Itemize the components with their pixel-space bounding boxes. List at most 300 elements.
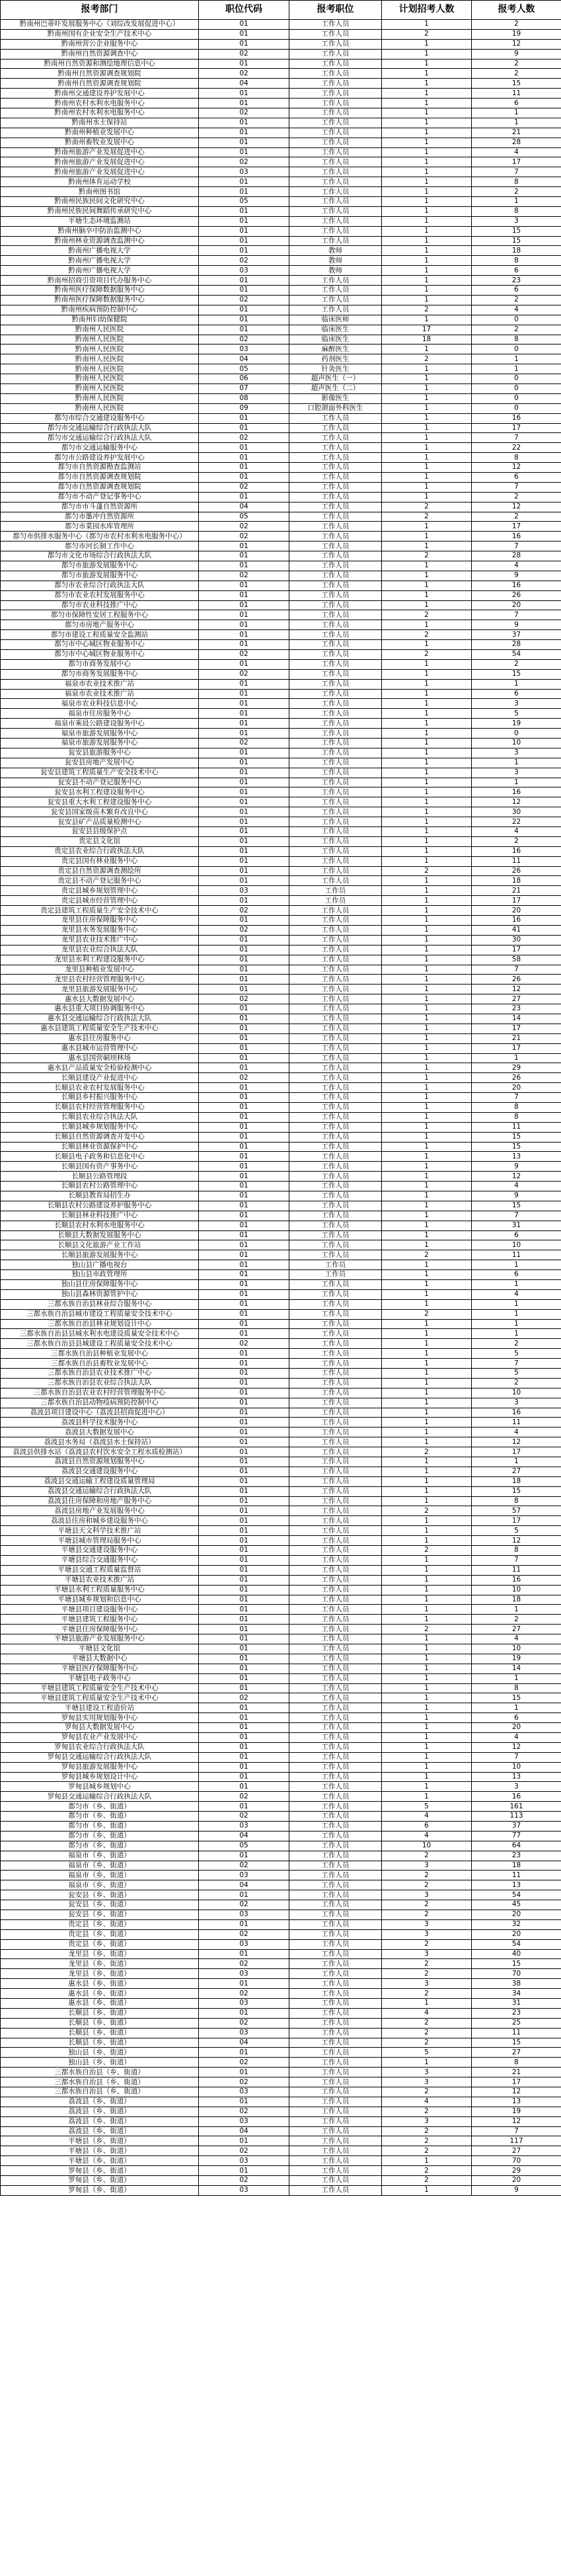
department-cell: 福泉市农业技术推广站 — [1, 679, 199, 689]
department-cell: 都匀市农业农村发展服务中心 — [1, 590, 199, 600]
position-cell: 工作人员 — [289, 1457, 382, 1467]
table-row — [1, 1191, 561, 1201]
position-cell: 工作人员 — [289, 1280, 382, 1290]
position-code-cell: 05 — [199, 1841, 289, 1851]
planned-count-cell: 1 — [382, 315, 472, 325]
planned-count-cell: 1 — [382, 758, 472, 768]
position-cell: 工作人员 — [289, 650, 382, 660]
position-cell: 工作人员 — [289, 1989, 382, 1999]
position-cell: 工作人员 — [289, 1053, 382, 1063]
department-cell: 长顺县（乡、街道） — [1, 2028, 199, 2038]
planned-count-cell: 1 — [382, 689, 472, 699]
table-row — [1, 994, 561, 1004]
table-row — [1, 2107, 561, 2116]
applicant-count-cell: 1 — [472, 197, 561, 207]
planned-count-cell: 1 — [382, 1634, 472, 1644]
table-row — [1, 1083, 561, 1093]
planned-count-cell: 1 — [382, 1359, 472, 1369]
department-cell: 平塘县文化馆 — [1, 1644, 199, 1654]
department-cell: 长顺县公路管理段 — [1, 1172, 199, 1182]
table-row — [1, 1723, 561, 1733]
position-cell: 工作人员 — [289, 1742, 382, 1752]
department-cell: 惠水县建筑工程质量安全生产技术中心 — [1, 1024, 199, 1033]
department-cell: 瓮安县县级保护点 — [1, 827, 199, 837]
position-code-cell: 01 — [199, 1329, 289, 1339]
table-row — [1, 551, 561, 561]
applicant-count-cell: 7 — [472, 2126, 561, 2136]
department-cell: 瓮安县建筑工程质量生产安全技术中心 — [1, 768, 199, 778]
position-cell: 工作人员 — [289, 1211, 382, 1221]
position-code-cell: 01 — [199, 1132, 289, 1142]
department-cell: 都匀市市斗蓬自然资源所 — [1, 502, 199, 512]
planned-count-cell: 1 — [382, 1280, 472, 1290]
planned-count-cell: 1 — [382, 1063, 472, 1073]
position-cell: 工作人员 — [289, 807, 382, 817]
department-cell: 龙里县旅游发展服务中心 — [1, 985, 199, 994]
planned-count-cell: 2 — [382, 1939, 472, 1949]
planned-count-cell: 2 — [382, 1959, 472, 1969]
planned-count-cell: 1 — [382, 89, 472, 99]
applicant-count-cell: 2 — [472, 492, 561, 502]
position-code-cell: 01 — [199, 1703, 289, 1713]
department-cell: 龙里县（乡、街道） — [1, 1949, 199, 1959]
department-cell: 贵定县（乡、街道） — [1, 1939, 199, 1949]
department-cell: 都匀市商务发展中心 — [1, 659, 199, 669]
applicant-count-cell: 28 — [472, 138, 561, 147]
table-row — [1, 2136, 561, 2146]
applicant-count-cell: 5 — [472, 709, 561, 719]
table-row — [1, 1309, 561, 1319]
position-cell: 工作人员 — [289, 669, 382, 679]
applicant-count-cell: 2 — [472, 325, 561, 335]
applicant-count-cell: 16 — [472, 846, 561, 856]
table-row — [1, 423, 561, 433]
department-cell: 平塘县天文科学技术推广站 — [1, 1526, 199, 1536]
position-cell: 工作人员 — [289, 1673, 382, 1683]
position-code-cell: 01 — [199, 719, 289, 729]
table-row — [1, 315, 561, 325]
applicant-count-cell: 1 — [472, 778, 561, 787]
applicant-count-cell: 11 — [472, 2028, 561, 2038]
planned-count-cell: 1 — [382, 374, 472, 384]
table-row — [1, 187, 561, 197]
applicant-count-cell: 113 — [472, 1812, 561, 1822]
applicant-count-cell: 9 — [472, 1191, 561, 1201]
planned-count-cell: 2 — [382, 2028, 472, 2038]
position-cell: 工作人员 — [289, 2146, 382, 2156]
position-cell: 工作人员 — [289, 561, 382, 571]
table-row — [1, 1959, 561, 1969]
position-code-cell: 03 — [199, 1939, 289, 1949]
table-row — [1, 1919, 561, 1929]
position-code-cell: 01 — [199, 1014, 289, 1024]
department-cell: 黔南州广播电视大学 — [1, 246, 199, 256]
department-cell: 独山县（乡、街道） — [1, 2048, 199, 2058]
planned-count-cell: 1 — [382, 1585, 472, 1595]
applicant-count-cell: 3 — [472, 748, 561, 758]
table-row — [1, 1093, 561, 1103]
position-code-cell: 01 — [199, 1526, 289, 1536]
department-cell: 福泉市（乡、街道） — [1, 1871, 199, 1880]
position-code-cell: 01 — [199, 551, 289, 561]
applicant-count-cell: 7 — [472, 482, 561, 492]
applicant-count-cell: 38 — [472, 1979, 561, 1989]
department-cell: 罗甸县农业产业发展中心 — [1, 1732, 199, 1742]
position-code-cell: 01 — [199, 610, 289, 620]
applicant-count-cell: 1 — [472, 1605, 561, 1615]
position-code-cell: 01 — [199, 118, 289, 128]
position-cell: 工作人员 — [289, 99, 382, 108]
table-row — [1, 1802, 561, 1812]
applicant-count-cell: 18 — [472, 1595, 561, 1605]
department-cell: 黔南州种植业发展中心 — [1, 128, 199, 138]
applicant-count-cell: 10 — [472, 739, 561, 748]
department-cell: 瓮安县水利工程建设服务中心 — [1, 787, 199, 797]
planned-count-cell: 1 — [382, 1004, 472, 1014]
planned-count-cell: 1 — [382, 1772, 472, 1782]
planned-count-cell: 2 — [382, 29, 472, 39]
table-row — [1, 1782, 561, 1792]
applicant-count-cell: 117 — [472, 2136, 561, 2146]
department-cell: 黔南州林业资源调查监测中心 — [1, 236, 199, 246]
table-row — [1, 147, 561, 157]
position-code-cell: 01 — [199, 226, 289, 236]
table-row — [1, 1142, 561, 1152]
position-cell: 工作人员 — [289, 581, 382, 590]
position-cell: 工作人员 — [289, 1929, 382, 1939]
applicant-count-cell: 27 — [472, 2146, 561, 2156]
planned-count-cell: 1 — [382, 1418, 472, 1428]
table-row — [1, 69, 561, 79]
applicant-count-cell: 15 — [472, 236, 561, 246]
position-cell: 工作人员 — [289, 916, 382, 926]
position-cell: 影像医生 — [289, 393, 382, 403]
planned-count-cell: 1 — [382, 1112, 472, 1122]
applicant-count-cell: 37 — [472, 630, 561, 640]
planned-count-cell: 1 — [382, 167, 472, 177]
applicant-count-cell: 10 — [472, 1240, 561, 1250]
table-row — [1, 1172, 561, 1182]
table-row — [1, 1821, 561, 1831]
applicant-count-cell: 54 — [472, 1890, 561, 1900]
table-row — [1, 128, 561, 138]
planned-count-cell: 2 — [382, 2038, 472, 2048]
planned-count-cell: 4 — [382, 2008, 472, 2018]
table-row — [1, 1989, 561, 1999]
department-cell: 黔南州农村水利水电服务中心 — [1, 108, 199, 118]
position-cell: 工作人员 — [289, 2156, 382, 2166]
table-row — [1, 502, 561, 512]
planned-count-cell: 1 — [382, 1703, 472, 1713]
position-code-cell: 01 — [199, 1713, 289, 1723]
position-code-cell: 04 — [199, 502, 289, 512]
department-cell: 瓮安县不动产登记服务中心 — [1, 778, 199, 787]
planned-count-cell: 1 — [382, 1486, 472, 1496]
position-cell: 工作人员 — [289, 463, 382, 473]
department-cell: 独山县森林资源管护中心 — [1, 1289, 199, 1299]
planned-count-cell: 2 — [382, 610, 472, 620]
table-row — [1, 610, 561, 620]
position-code-cell: 01 — [199, 965, 289, 975]
table-row — [1, 1457, 561, 1467]
position-cell: 工作人员 — [289, 797, 382, 807]
position-code-cell: 01 — [199, 1575, 289, 1585]
department-cell: 黔南州营公企业服务中心 — [1, 39, 199, 49]
planned-count-cell: 1 — [382, 295, 472, 305]
department-cell: 都匀市旅游发展服务中心 — [1, 561, 199, 571]
applicant-count-cell: 1 — [472, 1053, 561, 1063]
planned-count-cell: 1 — [382, 886, 472, 896]
position-code-cell: 02 — [199, 433, 289, 443]
planned-count-cell: 1 — [382, 79, 472, 89]
planned-count-cell: 2 — [382, 1871, 472, 1880]
table-row — [1, 1132, 561, 1142]
planned-count-cell: 1 — [382, 581, 472, 590]
applicant-count-cell: 16 — [472, 581, 561, 590]
position-cell: 工作人员 — [289, 2008, 382, 2018]
applicant-count-cell: 16 — [472, 1575, 561, 1585]
department-cell: 瓮安县（乡、街道） — [1, 1900, 199, 1910]
planned-count-cell: 1 — [382, 1299, 472, 1309]
planned-count-cell: 5 — [382, 1802, 472, 1812]
planned-count-cell: 2 — [382, 1447, 472, 1457]
applicant-count-cell: 2 — [472, 69, 561, 79]
applicant-count-cell: 15 — [472, 2038, 561, 2048]
applicant-count-cell: 10 — [472, 1585, 561, 1595]
table-row — [1, 482, 561, 492]
department-cell: 福泉市农业技术推广站 — [1, 689, 199, 699]
department-cell: 福泉市（乡、街道） — [1, 1851, 199, 1861]
position-code-cell: 02 — [199, 669, 289, 679]
position-cell: 工作人员 — [289, 1024, 382, 1033]
position-code-cell: 01 — [199, 846, 289, 856]
planned-count-cell: 1 — [382, 157, 472, 167]
position-code-cell: 02 — [199, 994, 289, 1004]
position-code-cell: 01 — [199, 699, 289, 709]
planned-count-cell: 1 — [382, 1516, 472, 1526]
applicant-count-cell: 17 — [472, 945, 561, 955]
position-cell: 工作人员 — [289, 945, 382, 955]
position-code-cell: 01 — [199, 768, 289, 778]
planned-count-cell: 1 — [382, 1732, 472, 1742]
applicant-count-cell: 12 — [472, 1536, 561, 1546]
position-code-cell: 01 — [199, 39, 289, 49]
table-row — [1, 1476, 561, 1486]
table-row — [1, 1713, 561, 1723]
department-cell: 贵定县自然资源调查测绘所 — [1, 866, 199, 876]
position-code-cell: 03 — [199, 2028, 289, 2038]
position-cell: 教师 — [289, 256, 382, 266]
table-row — [1, 1585, 561, 1595]
table-row — [1, 1664, 561, 1673]
department-cell: 黔南州自然资源调查规划院 — [1, 79, 199, 89]
applicant-count-cell: 2 — [472, 1378, 561, 1388]
planned-count-cell: 1 — [382, 20, 472, 30]
applicant-count-cell: 4 — [472, 561, 561, 571]
applicant-count-cell: 1 — [472, 1703, 561, 1713]
position-cell: 工作人员 — [289, 1496, 382, 1506]
position-cell: 工作人员 — [289, 2028, 382, 2038]
department-cell: 荔波县（乡、街道） — [1, 2097, 199, 2107]
position-code-cell: 01 — [199, 1024, 289, 1033]
position-code-cell: 03 — [199, 2156, 289, 2166]
planned-count-cell: 1 — [382, 542, 472, 551]
department-cell: 贵定县（乡、街道） — [1, 1919, 199, 1929]
planned-count-cell: 2 — [382, 2136, 472, 2146]
position-cell: 麻醉医生 — [289, 344, 382, 354]
position-cell: 工作人员 — [289, 1063, 382, 1073]
position-cell: 工作人员 — [289, 846, 382, 856]
table-row — [1, 1861, 561, 1871]
applicant-count-cell: 9 — [472, 1162, 561, 1172]
department-cell: 贵定县不动产登记服务中心 — [1, 876, 199, 886]
table-row — [1, 758, 561, 768]
planned-count-cell: 10 — [382, 1841, 472, 1851]
position-code-cell: 01 — [199, 1309, 289, 1319]
planned-count-cell: 1 — [382, 69, 472, 79]
applicant-count-cell: 26 — [472, 1073, 561, 1083]
planned-count-cell: 1 — [382, 620, 472, 630]
position-cell: 工作人员 — [289, 590, 382, 600]
department-cell: 龙里县农业技术推广中心 — [1, 935, 199, 945]
planned-count-cell: 1 — [382, 600, 472, 610]
applicant-count-cell: 1 — [472, 758, 561, 768]
department-cell: 黔南州图书馆 — [1, 187, 199, 197]
position-cell: 工作人员 — [289, 206, 382, 216]
department-cell: 贵定县城乡规划管理中心 — [1, 886, 199, 896]
position-code-cell: 01 — [199, 1683, 289, 1693]
table-row — [1, 1673, 561, 1683]
planned-count-cell: 1 — [382, 1142, 472, 1152]
applicant-count-cell: 15 — [472, 1142, 561, 1152]
department-cell: 平塘县建筑工程质量安全生产技术中心 — [1, 1693, 199, 1703]
table-row — [1, 1418, 561, 1428]
department-cell: 罗甸县城乡规划设计中心 — [1, 1772, 199, 1782]
department-cell: 长顺县旅游发展服务中心 — [1, 1250, 199, 1260]
planned-count-cell: 1 — [382, 590, 472, 600]
department-cell: 平塘县电子政务中心 — [1, 1673, 199, 1683]
applicant-count-cell: 2 — [472, 20, 561, 30]
header-row — [1, 1, 561, 20]
table-row — [1, 1122, 561, 1132]
position-code-cell: 01 — [199, 1221, 289, 1230]
department-cell: 荔波县科学技术服务中心 — [1, 1418, 199, 1428]
planned-count-cell: 2 — [382, 1506, 472, 1516]
position-cell: 临床医生 — [289, 335, 382, 344]
position-cell: 工作人员 — [289, 1476, 382, 1486]
position-code-cell: 04 — [199, 79, 289, 89]
table-row — [1, 1949, 561, 1959]
applicant-count-cell: 8 — [472, 2058, 561, 2068]
applicant-count-cell: 12 — [472, 463, 561, 473]
position-cell: 工作人员 — [289, 108, 382, 118]
position-code-cell: 01 — [199, 1625, 289, 1634]
position-cell: 工作人员 — [289, 1871, 382, 1880]
position-cell: 工作人员 — [289, 128, 382, 138]
applicant-count-cell: 18 — [472, 1861, 561, 1871]
applicant-count-cell: 10 — [472, 1644, 561, 1654]
planned-count-cell: 1 — [382, 1043, 472, 1053]
department-cell: 长顺县自然资源调查开发中心 — [1, 1132, 199, 1142]
table-row — [1, 1033, 561, 1043]
department-cell: 都匀市（乡、街道） — [1, 1821, 199, 1831]
department-cell: 黔南州人民医院 — [1, 374, 199, 384]
department-cell: 都匀市菜园水库管理所 — [1, 522, 199, 532]
table-row — [1, 226, 561, 236]
department-cell: 罗甸县旅游发展服务中心 — [1, 1762, 199, 1772]
applicant-count-cell: 9 — [472, 2185, 561, 2195]
applicant-count-cell: 64 — [472, 1841, 561, 1851]
position-code-cell: 01 — [199, 1260, 289, 1270]
applicant-count-cell: 21 — [472, 886, 561, 896]
position-code-cell: 04 — [199, 1831, 289, 1841]
applicant-count-cell: 25 — [472, 2018, 561, 2028]
applicant-count-cell: 28 — [472, 551, 561, 561]
applicant-count-cell: 5 — [472, 1369, 561, 1379]
planned-count-cell: 1 — [382, 443, 472, 453]
position-code-cell: 02 — [199, 1861, 289, 1871]
table-row — [1, 1890, 561, 1900]
position-code-cell: 01 — [199, 797, 289, 807]
table-row — [1, 118, 561, 128]
applicant-count-cell: 2 — [472, 59, 561, 69]
position-cell: 工作人员 — [289, 1014, 382, 1024]
department-cell: 都匀市自然资源调查规划院 — [1, 472, 199, 482]
position-cell: 工作人员 — [289, 69, 382, 79]
applicant-count-cell: 8 — [472, 256, 561, 266]
position-code-cell: 01 — [199, 600, 289, 610]
position-code-cell: 01 — [199, 758, 289, 768]
planned-count-cell: 1 — [382, 719, 472, 729]
planned-count-cell: 2 — [382, 354, 472, 364]
planned-count-cell: 1 — [382, 383, 472, 393]
table-row — [1, 138, 561, 147]
position-cell: 工作人员 — [289, 276, 382, 286]
table-row — [1, 1634, 561, 1644]
department-cell: 都匀市不动产登记事务中心 — [1, 492, 199, 502]
table-row — [1, 1900, 561, 1910]
applicant-count-cell: 6 — [472, 286, 561, 296]
department-cell: 惠水县产品质量安全检验检测中心 — [1, 1063, 199, 1073]
position-cell: 工作人员 — [289, 935, 382, 945]
department-cell: 平塘县建设工程造价站 — [1, 1703, 199, 1713]
table-row — [1, 1871, 561, 1880]
position-cell: 工作人员 — [289, 659, 382, 669]
position-cell: 工作人员 — [289, 2185, 382, 2195]
position-code-cell: 01 — [199, 1083, 289, 1093]
department-cell: 长顺县建设产业促进中心 — [1, 1073, 199, 1083]
position-code-cell: 02 — [199, 335, 289, 344]
planned-count-cell: 1 — [382, 226, 472, 236]
table-row — [1, 1792, 561, 1802]
planned-count-cell: 2 — [382, 1969, 472, 1979]
planned-count-cell: 2 — [382, 1880, 472, 1890]
position-code-cell: 02 — [199, 482, 289, 492]
position-cell: 工作人员 — [289, 1762, 382, 1772]
position-code-cell: 01 — [199, 1289, 289, 1299]
position-cell: 工作人员 — [289, 1605, 382, 1615]
department-cell: 都匀市综合交通建设服务中心 — [1, 413, 199, 423]
planned-count-cell: 1 — [382, 1496, 472, 1506]
planned-count-cell: 1 — [382, 49, 472, 59]
planned-count-cell: 2 — [382, 502, 472, 512]
position-code-cell: 01 — [199, 276, 289, 286]
planned-count-cell: 3 — [382, 2068, 472, 2077]
department-cell: 黔南州疾病预防控制中心 — [1, 305, 199, 315]
position-code-cell: 01 — [199, 453, 289, 463]
position-code-cell: 01 — [199, 1142, 289, 1152]
planned-count-cell: 2 — [382, 1546, 472, 1556]
